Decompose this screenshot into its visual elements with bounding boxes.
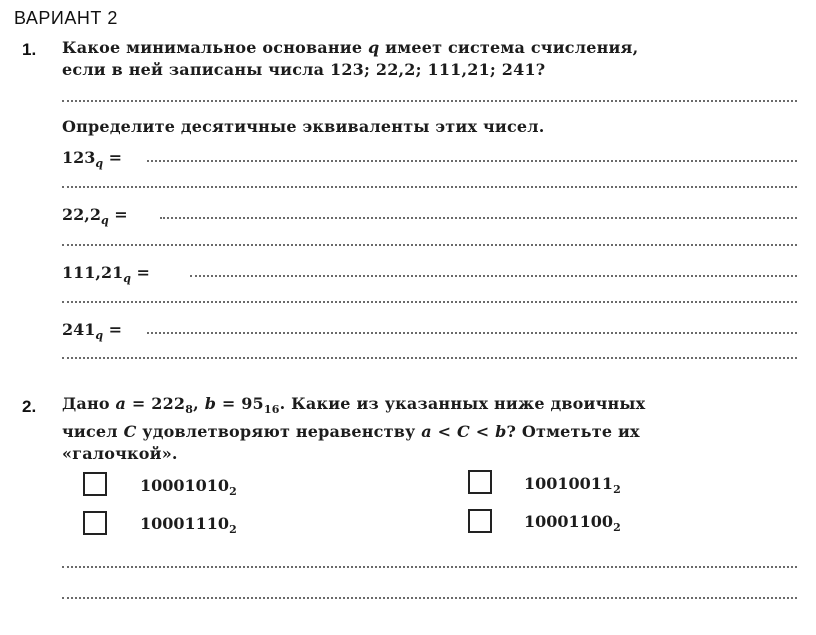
answer-line[interactable] (62, 244, 797, 246)
checkbox-option-1[interactable] (83, 472, 107, 496)
answer-line[interactable] (62, 357, 797, 359)
number-base: 241 (62, 320, 96, 339)
answer-line[interactable] (147, 160, 797, 162)
checkbox-option-2[interactable] (468, 470, 492, 494)
option-2-label (524, 474, 621, 496)
answer-line[interactable] (62, 566, 797, 568)
q2-variable: a (115, 394, 127, 413)
number-label (62, 263, 150, 285)
q2-inequality: a < C < b (421, 422, 507, 442)
variant-heading: ВАРИАНТ 2 (14, 8, 118, 28)
equals-sign: = (108, 205, 128, 224)
number-subscript: q (123, 272, 131, 286)
q2-text-part: = 95 (216, 394, 264, 413)
equals-sign: = (103, 320, 123, 339)
number-label (62, 320, 122, 342)
q2-text-part: , (193, 394, 205, 413)
q2-text-part: . Какие из указанных ниже двоичных (279, 394, 646, 413)
question-1-number: 1. (22, 40, 37, 59)
checkbox-option-3[interactable] (83, 511, 107, 535)
binary-number: 10001110 (140, 514, 230, 533)
number-subscript: q (100, 214, 109, 228)
q1-variable: q (368, 38, 380, 57)
q2-text-line3: «галочкой». (62, 444, 178, 464)
question-1-text (62, 37, 802, 81)
answer-line[interactable] (160, 217, 797, 219)
option-3-label (140, 514, 237, 536)
equals-sign: = (103, 148, 123, 167)
q1-text-line2: если в ней записаны числа 123; 22,2; 111,21; 241? (62, 60, 546, 79)
q1-instruction: Определите десятичные эквиваленты этих чисел. (62, 117, 545, 136)
binary-subscript: 2 (229, 485, 237, 499)
q2-variable: C (123, 422, 137, 442)
answer-line[interactable] (62, 100, 797, 102)
q1-text-part: Какое минимальное основание (62, 38, 368, 57)
q2-text-part: удовлетворяют неравенству (136, 422, 422, 442)
q2-variable: b (204, 394, 217, 413)
answer-line[interactable] (147, 332, 797, 334)
binary-subscript: 2 (613, 521, 621, 535)
binary-number: 10010011 (524, 474, 614, 493)
q2-subscript: 8 (185, 403, 194, 417)
answer-line[interactable] (190, 275, 797, 277)
option-4-label (524, 512, 621, 534)
q2-text-part: ? Отметьте их (506, 422, 640, 442)
binary-number: 10001010 (140, 476, 230, 495)
binary-subscript: 2 (613, 483, 621, 497)
q2-text-part: = 222 (126, 394, 186, 413)
number-base: 22,2 (62, 205, 101, 224)
number-base: 123 (62, 148, 96, 167)
option-1-label (140, 476, 237, 498)
equals-sign: = (130, 263, 150, 282)
number-base: 111,21 (62, 263, 124, 282)
number-label (62, 205, 128, 227)
answer-line[interactable] (62, 301, 797, 303)
answer-line[interactable] (62, 186, 797, 188)
q2-text-part: чисел (62, 422, 124, 442)
question-2-number: 2. (22, 397, 37, 416)
number-label (62, 148, 122, 170)
number-subscript: q (95, 157, 104, 171)
number-subscript: q (95, 329, 104, 343)
checkbox-option-4[interactable] (468, 509, 492, 533)
q2-text-part: Дано (62, 394, 116, 413)
question-2-text (62, 393, 807, 465)
q1-text-part: имеет система счисления, (379, 38, 639, 57)
q2-subscript: 16 (263, 403, 280, 417)
binary-number: 10001100 (524, 512, 614, 531)
binary-subscript: 2 (229, 523, 237, 537)
answer-line[interactable] (62, 597, 797, 599)
